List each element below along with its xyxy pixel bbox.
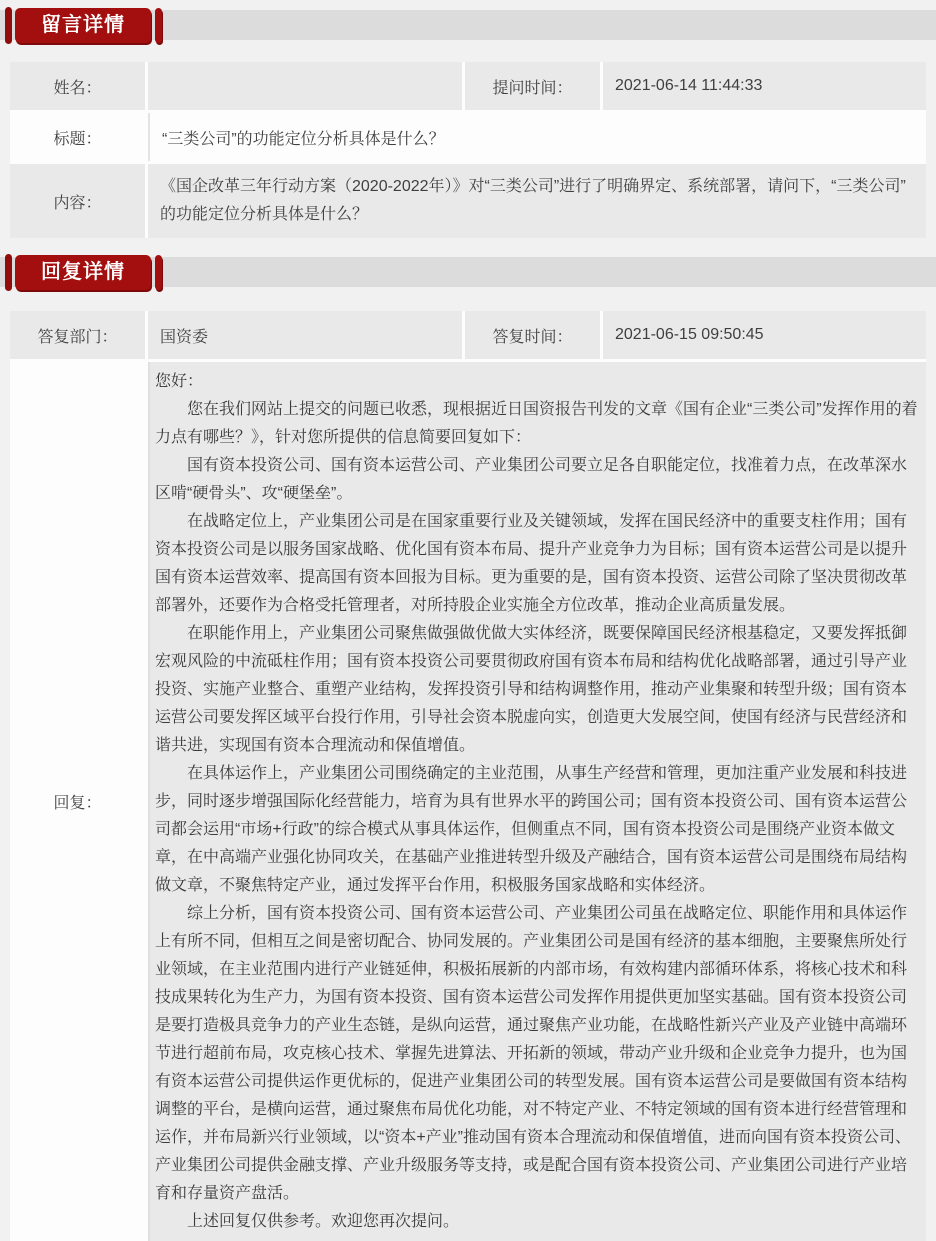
reply-dept-value: 国资委 xyxy=(148,311,462,359)
red-accent-bar-icon xyxy=(5,7,12,44)
ask-time-label: 提问时间： xyxy=(465,62,600,110)
reply-paragraph: 在战略定位上，产业集团公司是在国家重要行业及关键领域，发挥在国民经济中的重要支柱作用；国有资本投资公司是以服务国家战略、优化国有资本布局、提升产业竞争力为目标；国有资本运营公司是以提升国有资本运营效率、提高国有资本回报为目标。更为重要的是，国有资本投资、运营公司除了坚决贯彻改革部署外，还要作为合格受托管理者，对所持股企业实施全方位改革，推动企业高质量发展。 xyxy=(155,513,908,614)
reply-dept-label: 答复部门： xyxy=(10,311,145,359)
reply-paragraph: 您在我们网站上提交的问题已收悉，现根据近日国资报告刊发的文章《国有企业“三类公司”发挥作用的着力点有哪些？》，针对您所提供的信息简要回复如下： xyxy=(155,401,918,446)
message-detail-table xyxy=(10,62,926,238)
table-row xyxy=(10,362,926,1241)
table-row xyxy=(10,113,926,161)
message-section-title: 留言详情 xyxy=(15,8,151,43)
reply-paragraph: 您好： xyxy=(155,373,204,390)
table-row xyxy=(10,311,926,359)
table-row xyxy=(10,62,926,110)
reply-detail-table xyxy=(10,311,926,1241)
name-label: 姓名： xyxy=(10,62,145,110)
reply-paragraph: 国有资本投资公司、国有资本运营公司、产业集团公司要立足各自职能定位，找准着力点，在改革深水区啃“硬骨头”、攻“硬堡垒”。 xyxy=(155,457,908,502)
reply-time-label: 答复时间： xyxy=(465,311,600,359)
content-value: 《国企改革三年行动方案（2020-2022年）》对“三类公司”进行了明确界定、系统部署，请问下，“三类公司”的功能定位分析具体是什么？ xyxy=(148,164,926,238)
title-value: “三类公司”的功能定位分析具体是什么？ xyxy=(148,113,926,161)
red-accent-bar-icon xyxy=(155,8,162,43)
reply-label: 回复： xyxy=(10,362,145,1241)
message-section-header xyxy=(0,10,936,40)
reply-content xyxy=(148,362,926,1241)
reply-section-title: 回复详情 xyxy=(15,255,151,290)
ask-time-value: 2021-06-14 11:44:33 xyxy=(603,62,926,110)
red-accent-bar-icon xyxy=(155,255,162,290)
red-accent-bar-icon xyxy=(5,254,12,291)
reply-paragraph: 在职能作用上，产业集团公司聚焦做强做优做大实体经济，既要保障国民经济根基稳定，又要发挥抵御宏观风险的中流砥柱作用；国有资本投资公司要贯彻政府国有资本布局和结构优化战略部署，通过引导产业投资、实施产业整合、重塑产业结构，发挥投资引导和结构调整作用，推动产业集聚和转型升级；国有资本运营公司要发挥区域平台投行作用，引导社会资本脱虚向实，创造更大发展空间，使国有经济与民营经济和谐共进，实现国有资本合理流动和保值增值。 xyxy=(155,625,908,754)
reply-paragraph: 上述回复仅供参考。欢迎您再次提问。 xyxy=(187,1213,460,1230)
table-row xyxy=(10,164,926,238)
reply-time-value: 2021-06-15 09:50:45 xyxy=(603,311,926,359)
name-value xyxy=(148,62,462,110)
content-label: 内容： xyxy=(10,164,145,238)
reply-section-header xyxy=(0,257,936,287)
reply-paragraph: 综上分析，国有资本投资公司、国有资本运营公司、产业集团公司虽在战略定位、职能作用和具体运作上有所不同，但相互之间是密切配合、协同发展的。产业集团公司是国有经济的基本细胞，主要聚焦所处行业领域，在主业范围内进行产业链延伸，积极拓展新的内部市场，有效构建内部循环体系，将核心技术和科技成果转化为生产力，为国有资本投资、国有资本运营公司发挥作用提供更加坚实基础。国有资本投资公司是要打造极具竞争力的产业生态链，是纵向运营，通过聚焦产业功能，在战略性新兴产业及产业链中高端环节进行超前布局，攻克核心技术、掌握先进算法、开拓新的领域，带动产业升级和企业竞争力提升，也为国有资本运营公司提供运作更优标的，促进产业集团公司的转型发展。国有资本运营公司是要做国有资本结构调整的平台，是横向运营，通过聚焦布局优化功能，对不特定产业、不特定领域的国有资本进行经营管理和运作，并布局新兴行业领域，以“资本+产业”推动国有资本合理流动和保值增值，进而向国有资本投资公司、产业集团公司提供金融支撑、产业升级服务等支持，或是配合国有资本投资公司、产业集团公司进行产业培育和存量资产盘活。 xyxy=(155,905,912,1202)
title-label: 标题： xyxy=(10,113,145,161)
reply-paragraph: 在具体运作上，产业集团公司围绕确定的主业范围，从事生产经营和管理，更加注重产业发展和科技进步，同时逐步增强国际化经营能力，培育为具有世界水平的跨国公司；国有资本投资公司、国有资本运营公司都会运用“市场+行政”的综合模式从事具体运作，但侧重点不同，国有资本投资公司是围绕产业资本做文章，在中高端产业强化协同攻关，在基础产业推进转型升级及产融结合，国有资本运营公司是围绕布局结构做文章，不聚焦特定产业，通过发挥平台作用，积极服务国家战略和实体经济。 xyxy=(155,765,908,894)
